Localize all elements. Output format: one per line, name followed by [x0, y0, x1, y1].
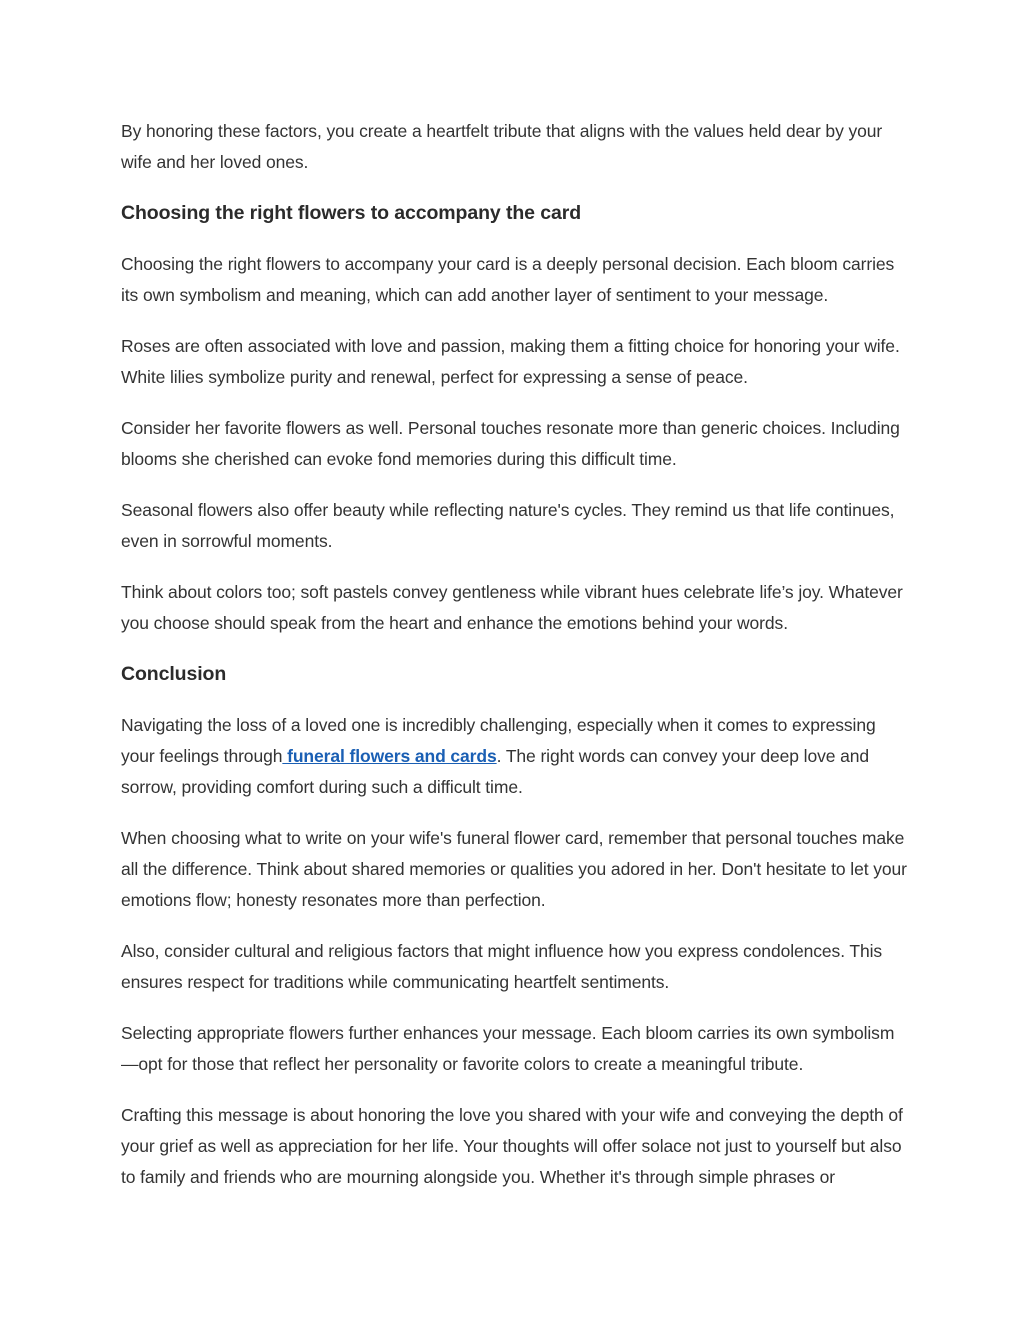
paragraph-navigating-loss: [121, 710, 911, 803]
paragraph-honoring-factors: By honoring these factors, you create a heartfelt tribute that aligns with the values held dear by your wife and her loved ones.: [121, 121, 883, 172]
paragraph-text: Navigating the loss of a loved one is incredibly challenging, especially when it comes to expressing your feelings through: [121, 715, 876, 766]
funeral-flowers-link[interactable]: funeral flowers and cards: [282, 746, 497, 766]
paragraph-cultural-factors: Also, consider cultural and religious factors that might influence how you express condolences. This ensures respect for traditions while communicating heartfelt sentiments.: [121, 941, 883, 992]
paragraph-selecting-flowers: Selecting appropriate flowers further enhances your message. Each bloom carries its own symbolism—opt for those that reflect her personality or favorite colors to create a meaningful tribute.: [121, 1023, 895, 1074]
heading-choosing-flowers: Choosing the right flowers to accompany the card: [121, 202, 582, 224]
paragraph-text: . The right words can convey your deep love and sorrow, providing comfort during such a difficult time.: [121, 746, 870, 797]
paragraph-what-to-write: When choosing what to write on your wife's funeral flower card, remember that personal touches make all the difference. Think about shared memories or qualities you adored in her. Don't hesitate to let your emotions flow; honesty resonates more than perfection.: [121, 828, 907, 910]
paragraph-choosing-flowers: Choosing the right flowers to accompany your card is a deeply personal decision. Each bloom carries its own symbolism and meaning, which can add another layer of sentiment to your message.: [121, 254, 895, 305]
paragraph-seasonal-flowers: Seasonal flowers also offer beauty while reflecting nature's cycles. They remind us that life continues, even in sorrowful moments.: [121, 500, 895, 551]
heading-conclusion: Conclusion: [121, 663, 227, 685]
paragraph-crafting-message: Crafting this message is about honoring the love you shared with your wife and conveying the depth of your grief as well as appreciation for her life. Your thoughts will offer solace not just to yourself but also to family and friends who are mourning alongside you. Whether it's through simple phrases or: [121, 1105, 903, 1187]
paragraph-colors: Think about colors too; soft pastels convey gentleness while vibrant hues celebrate life’s joy. Whatever you choose should speak from the heart and enhance the emotions behind your words.: [121, 582, 903, 633]
paragraph-favorite-flowers: Consider her favorite flowers as well. Personal touches resonate more than generic choices. Including blooms she cherished can evoke fond memories during this difficult time.: [121, 418, 900, 469]
paragraph-roses-lilies: Roses are often associated with love and passion, making them a fitting choice for honoring your wife. White lilies symbolize purity and renewal, perfect for expressing a sense of peace.: [121, 336, 900, 387]
document-page: [121, 116, 911, 1213]
